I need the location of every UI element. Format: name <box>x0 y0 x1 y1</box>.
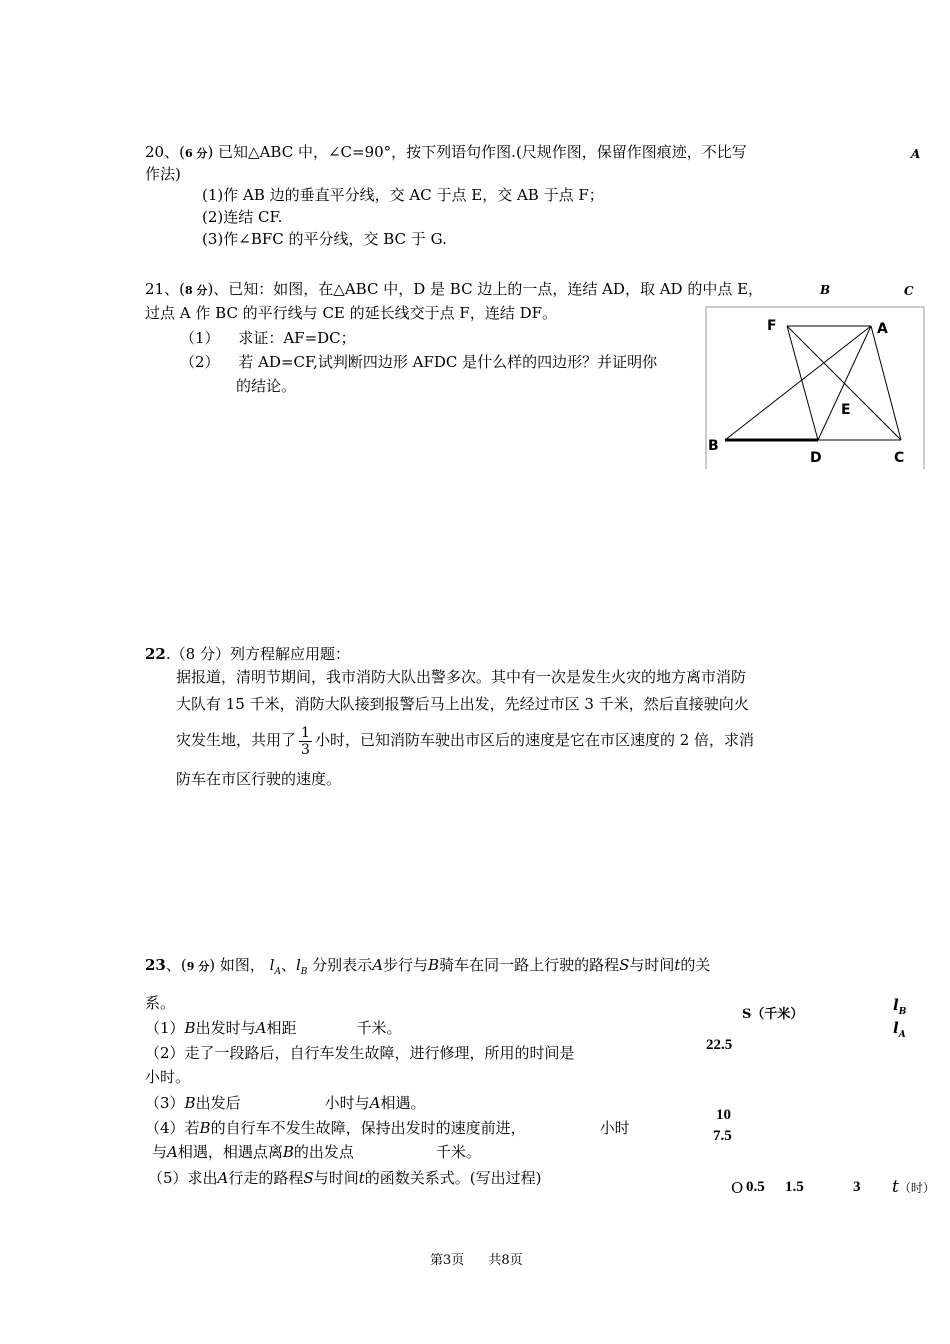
graph-x-tick-0-5: 0.5 <box>746 1179 765 1195</box>
q23-p1 <box>145 1017 401 1039</box>
graph-x-tick-3: 3 <box>853 1179 861 1195</box>
q23-p4-var-a: A <box>167 1143 178 1161</box>
q22-line1: 据报道，清明节期间，我市消防大队出警多次。其中有一次是发生火灾的地方离市消防 <box>176 668 747 686</box>
q23-var-a: A <box>372 956 384 974</box>
q21-line2: 过点 A 作 BC 的平行线与 CE 的延长线交于点 F，连结 DF。 <box>145 304 558 322</box>
q23-and-time: 与时间 <box>629 956 675 974</box>
q20-line1 <box>145 141 747 165</box>
q23-p4-a: （4）若 <box>145 1119 200 1137</box>
q20-label-b: B <box>820 283 831 297</box>
fig-label-f: F <box>767 318 777 334</box>
q23-p4-g: 千米。 <box>435 1143 481 1161</box>
q23-p4-b: 的自行车不发生故障，保持出发时的速度前进， <box>210 1119 526 1137</box>
q23-p2b: 小时。 <box>145 1068 191 1086</box>
q23-p4-e: 相遇，相遇点离 <box>177 1143 283 1161</box>
q23-intro-a: 、( <box>165 956 187 974</box>
q23-l-b-letter: l <box>295 956 301 974</box>
q22-line2: 大队有 15 千米，消防大队接到报警后马上出发，先经过市区 3 千米，然后直接驶向火 <box>176 695 749 713</box>
q23-p4 <box>145 1117 630 1139</box>
q23-points: 9 分 <box>186 960 210 973</box>
q21-sub2 <box>180 351 657 373</box>
footer-total: 共8页 <box>488 1253 523 1268</box>
q23-p4-f: 的出发点 <box>293 1143 354 1161</box>
q23-p1-b-text: 相距 <box>266 1019 297 1037</box>
graph-la-label <box>893 1019 906 1040</box>
q23-intro-b: ) 如图， <box>209 956 265 974</box>
q23-p1-b: B <box>184 1019 196 1037</box>
q22-fraction <box>299 725 312 758</box>
q20-step1: (1)作 AB 边的垂直平分线，交 AC 于点 E，交 AB 于点 F； <box>202 186 604 204</box>
q23-l-a <box>269 956 281 977</box>
q23-p3-b-text: 小时与 <box>324 1094 370 1112</box>
q21-sub1-num: （1） <box>180 329 220 347</box>
graph-s-axis-label: S（千米） <box>742 1007 804 1022</box>
q23-sep: 、 <box>280 956 296 974</box>
page-footer <box>430 1249 523 1268</box>
q21-points: 8 分 <box>184 284 208 297</box>
graph-t-axis-label <box>892 1177 935 1197</box>
q23-relation: 的关 <box>680 956 711 974</box>
q23-p1-a: 出发时与 <box>195 1019 256 1037</box>
graph-x-tick-1-5: 1.5 <box>785 1179 804 1195</box>
q23-p4-var-b2: B <box>282 1143 294 1161</box>
q23-p5 <box>148 1167 541 1189</box>
graph-lb-label <box>893 996 906 1017</box>
q20-step2: (2)连结 CF. <box>202 208 283 226</box>
q23-p5-var-t: t <box>358 1169 365 1187</box>
q21-number: 21、( <box>145 280 185 298</box>
q20-text-line1: ) 已知△ABC 中，∠C=90°，按下列语句作图.(尺规作图，保留作图痕迹，不比写 <box>207 143 747 161</box>
q23-l-b-sub: B <box>300 967 308 977</box>
q22-head-text: .（8 分）列方程解应用题： <box>165 645 350 663</box>
q23-p4-d: 与 <box>152 1143 168 1161</box>
graph-y-tick-10: 10 <box>716 1107 731 1123</box>
graph-y-tick-22-5: 22.5 <box>706 1037 733 1053</box>
q23-p4-var-b: B <box>199 1119 211 1137</box>
q23-p1-num: （1） <box>145 1019 185 1037</box>
graph-la-sub: A <box>898 1030 906 1040</box>
q23-p1-c: 千米。 <box>356 1019 402 1037</box>
q23-intro-c: 分别表示 <box>312 956 373 974</box>
q23-p3-num: （3） <box>145 1094 185 1112</box>
q23-p5-a: （5）求出 <box>148 1169 218 1187</box>
segment-ac <box>871 326 901 440</box>
q20-points: 6 分 <box>184 147 208 160</box>
fig-label-b: B <box>708 438 719 454</box>
q23-p3-b: B <box>184 1094 196 1112</box>
q20-label-a: A <box>911 147 921 161</box>
footer-page: 第3页 <box>430 1253 465 1268</box>
q23-l-a-letter: l <box>269 956 275 974</box>
q21-figure <box>705 306 925 470</box>
q23-l-a-sub: A <box>274 967 281 977</box>
q23-p1-var-a: A <box>255 1019 267 1037</box>
graph-t-letter: t <box>892 1177 899 1197</box>
graph-lb-sub: B <box>898 1007 907 1017</box>
q23-l-b <box>295 956 308 977</box>
graph-la-letter: l <box>893 1019 899 1037</box>
q23-p3-c: 相遇。 <box>380 1094 426 1112</box>
q22-line3-b: 小时，已知消防车驶出市区后的速度是它在市区速度的 2 倍，求消 <box>314 731 755 749</box>
q21-line1 <box>145 278 763 302</box>
q22-frac-den: 3 <box>301 741 310 758</box>
q22-number: 22 <box>145 645 166 663</box>
q21-sub1 <box>180 327 356 349</box>
q22-line3-a: 灾发生地，共用了 <box>176 731 297 749</box>
segment-ab <box>725 326 871 440</box>
q23-p5-var-s: S <box>303 1169 314 1187</box>
q23-p5-c: 与时间 <box>313 1169 359 1187</box>
q23-var-s: S <box>619 956 630 974</box>
fig-label-d: D <box>810 450 822 466</box>
q21-sub1-text: 求证：AF=DC； <box>238 329 356 347</box>
segment-fd <box>787 326 818 440</box>
q23-p5-var-a: A <box>217 1169 229 1187</box>
q22-frac-num: 1 <box>301 724 310 741</box>
q23-bike: 骑车在同一路上行驶的路程 <box>439 956 620 974</box>
q23-var-t: t <box>674 956 681 974</box>
q20-label-c: C <box>904 284 914 298</box>
q22-head <box>145 643 350 665</box>
q22-line4: 防车在市区行驶的速度。 <box>176 770 342 788</box>
fig-label-c: C <box>894 450 905 466</box>
q23-number: 23 <box>145 956 166 974</box>
q21-sub2-num: （2） <box>180 353 220 371</box>
q20-line2: 作法) <box>145 165 181 183</box>
q23-p3-var-a: A <box>369 1094 381 1112</box>
q23-p4-c: 小时 <box>599 1119 630 1137</box>
q23-p5-b: 行走的路程 <box>228 1169 304 1187</box>
q22-line3 <box>176 718 754 762</box>
q23-p3 <box>145 1092 425 1114</box>
graph-origin: O <box>731 1179 744 1197</box>
q23-p5-d: 的函数关系式。(写出过程) <box>364 1169 542 1187</box>
q21-text-line1: )、已知：如图，在△ABC 中，D 是 BC 边上的一点，连结 AD，取 AD 的中点 E， <box>207 280 764 298</box>
fig-label-e: E <box>841 402 851 418</box>
q21-sub2-line2: 的结论。 <box>236 377 297 395</box>
q23-var-b: B <box>428 956 440 974</box>
q20-number: 20、( <box>145 143 185 161</box>
q23-intro <box>145 952 710 985</box>
q23-p3-a: 出发后 <box>195 1094 241 1112</box>
q23-p2: （2）走了一段路后，自行车发生故障，进行修理，所用的时间是 <box>145 1044 575 1062</box>
q23-walk: 步行与 <box>383 956 429 974</box>
q20-step3: (3)作∠BFC 的平分线，交 BC 于 G. <box>202 230 447 248</box>
q21-sub2-text-line1: 若 AD=CF,试判断四边形 AFDC 是什么样的四边形？并证明你 <box>238 353 658 371</box>
graph-y-tick-7-5: 7.5 <box>713 1128 732 1144</box>
graph-t-unit: （时） <box>898 1181 935 1195</box>
q23-relation2: 系。 <box>145 994 176 1012</box>
q23-p4-line2 <box>152 1141 481 1163</box>
fig-label-a: A <box>877 321 888 337</box>
segment-fc <box>787 326 901 440</box>
graph-lb-letter: l <box>893 996 899 1014</box>
